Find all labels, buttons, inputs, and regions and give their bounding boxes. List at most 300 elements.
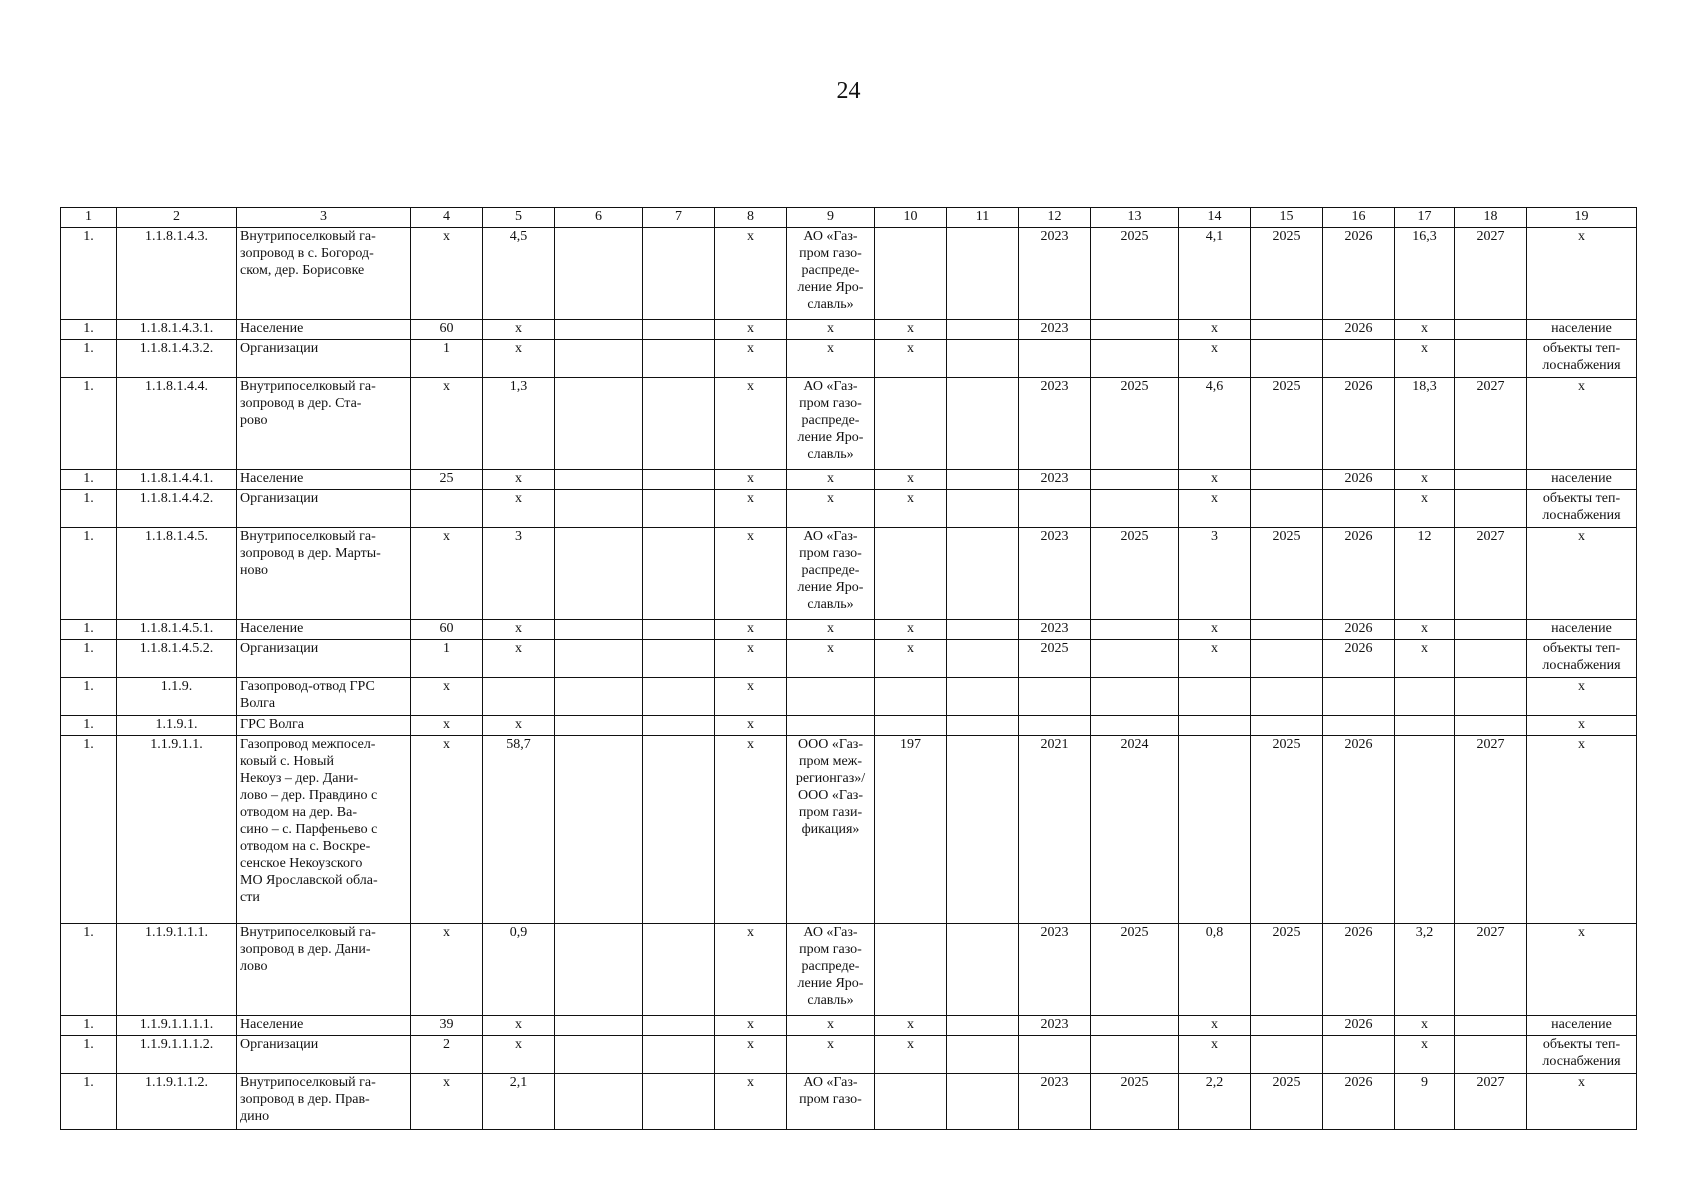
table-cell: х xyxy=(715,640,787,678)
table-row xyxy=(61,736,1637,924)
table-cell xyxy=(875,1074,947,1130)
table-cell: 2026 xyxy=(1323,640,1395,678)
table-cell xyxy=(947,228,1019,320)
table-cell: 1. xyxy=(61,528,117,620)
table-cell xyxy=(1251,320,1323,340)
table-cell: 2,1 xyxy=(483,1074,555,1130)
table-cell xyxy=(643,340,715,378)
cell-org: х xyxy=(787,1036,875,1074)
table-row xyxy=(61,1016,1637,1036)
table-cell: 2023 xyxy=(1019,620,1091,640)
table-cell: х xyxy=(483,620,555,640)
table-cell xyxy=(947,716,1019,736)
table-cell: 1.1.8.1.4.5. xyxy=(117,528,237,620)
table-cell xyxy=(947,1016,1019,1036)
table-cell: х xyxy=(1395,340,1455,378)
table-cell: х xyxy=(715,320,787,340)
table-cell xyxy=(555,320,643,340)
table-cell: 1.1.8.1.4.3. xyxy=(117,228,237,320)
table-cell: 2026 xyxy=(1323,228,1395,320)
table-cell xyxy=(643,528,715,620)
table-cell xyxy=(1019,490,1091,528)
table-cell xyxy=(1455,678,1527,716)
table-cell: 3 xyxy=(1179,528,1251,620)
table-cell: 2026 xyxy=(1323,620,1395,640)
table-cell: х xyxy=(1395,1036,1455,1074)
table-cell: население xyxy=(1527,620,1637,640)
cell-org: х xyxy=(787,490,875,528)
table-cell: х xyxy=(1527,378,1637,470)
table-cell: 39 xyxy=(411,1016,483,1036)
table-cell xyxy=(1019,340,1091,378)
table-cell: 1.1.8.1.4.3.1. xyxy=(117,320,237,340)
table-cell: х xyxy=(1179,470,1251,490)
table-cell: х xyxy=(875,1016,947,1036)
cell-org xyxy=(787,716,875,736)
table-cell: х xyxy=(715,678,787,716)
table-cell: 2025 xyxy=(1091,378,1179,470)
table-cell: 2025 xyxy=(1019,640,1091,678)
header-cell: 14 xyxy=(1179,208,1251,228)
table-cell: х xyxy=(715,924,787,1016)
table-cell: 1. xyxy=(61,1016,117,1036)
cell-name: Организации xyxy=(237,640,411,678)
table-cell xyxy=(1179,716,1251,736)
table-row xyxy=(61,620,1637,640)
table-cell xyxy=(483,678,555,716)
table-cell: х xyxy=(715,1016,787,1036)
table-cell xyxy=(1251,1036,1323,1074)
table-cell xyxy=(1091,470,1179,490)
header-cell: 3 xyxy=(237,208,411,228)
cell-org: АО «Газ- пром газо- распреде- ление Яро- славль» xyxy=(787,228,875,320)
cell-name: Население xyxy=(237,620,411,640)
table-cell xyxy=(643,320,715,340)
table-cell xyxy=(643,490,715,528)
data-table xyxy=(60,207,1637,1130)
cell-org: х xyxy=(787,470,875,490)
table-cell xyxy=(1091,1036,1179,1074)
table-cell xyxy=(1251,490,1323,528)
table-cell: 60 xyxy=(411,320,483,340)
cell-org: АО «Газ- пром газо- распреде- ление Яро- славль» xyxy=(787,378,875,470)
table-cell xyxy=(875,924,947,1016)
table-cell: х xyxy=(1179,490,1251,528)
table-cell: 2026 xyxy=(1323,470,1395,490)
table-cell: 1. xyxy=(61,378,117,470)
table-cell: 2025 xyxy=(1251,1074,1323,1130)
table-cell: 2027 xyxy=(1455,736,1527,924)
table-cell: х xyxy=(1179,340,1251,378)
table-cell xyxy=(1323,678,1395,716)
table-cell: 2023 xyxy=(1019,470,1091,490)
table-cell: 1. xyxy=(61,736,117,924)
table-cell: 2027 xyxy=(1455,228,1527,320)
table-cell: объекты теп- лоснабжения xyxy=(1527,490,1637,528)
table-cell xyxy=(1455,470,1527,490)
table-cell: 2023 xyxy=(1019,924,1091,1016)
header-cell: 13 xyxy=(1091,208,1179,228)
table-cell: объекты теп- лоснабжения xyxy=(1527,1036,1637,1074)
cell-org: ООО «Газ- пром меж- регионгаз»/ ООО «Газ- пром гази- фикация» xyxy=(787,736,875,924)
header-cell: 17 xyxy=(1395,208,1455,228)
table-cell: х xyxy=(411,1074,483,1130)
table-cell: 2023 xyxy=(1019,528,1091,620)
table-cell: 3,2 xyxy=(1395,924,1455,1016)
table-cell: х xyxy=(1395,320,1455,340)
table-cell xyxy=(555,924,643,1016)
table-cell: 2026 xyxy=(1323,378,1395,470)
table-cell xyxy=(947,620,1019,640)
header-cell: 19 xyxy=(1527,208,1637,228)
table-cell: х xyxy=(715,490,787,528)
cell-name: Внутрипоселковый га- зопровод в дер. Ста- рово xyxy=(237,378,411,470)
table-cell xyxy=(1019,1036,1091,1074)
table-cell: 12 xyxy=(1395,528,1455,620)
table-cell: х xyxy=(1179,640,1251,678)
table-cell xyxy=(1395,678,1455,716)
header-cell: 8 xyxy=(715,208,787,228)
table-cell: х xyxy=(411,736,483,924)
header-cell: 16 xyxy=(1323,208,1395,228)
table-row xyxy=(61,340,1637,378)
table-cell xyxy=(643,924,715,1016)
table-cell xyxy=(643,1016,715,1036)
table-row xyxy=(61,228,1637,320)
table-cell: 4,5 xyxy=(483,228,555,320)
table-cell xyxy=(643,378,715,470)
table-cell: х xyxy=(483,1016,555,1036)
table-cell: х xyxy=(875,340,947,378)
header-cell: 5 xyxy=(483,208,555,228)
table-cell: население xyxy=(1527,1016,1637,1036)
table-cell: х xyxy=(1395,470,1455,490)
table-cell xyxy=(1455,340,1527,378)
header-cell: 6 xyxy=(555,208,643,228)
cell-name: Организации xyxy=(237,490,411,528)
table-cell xyxy=(643,678,715,716)
table-cell xyxy=(555,470,643,490)
table-cell: 2026 xyxy=(1323,320,1395,340)
table-cell xyxy=(947,678,1019,716)
table-cell xyxy=(1323,490,1395,528)
table-row xyxy=(61,320,1637,340)
table-cell xyxy=(1251,640,1323,678)
table-cell: х xyxy=(875,490,947,528)
cell-org: х xyxy=(787,1016,875,1036)
cell-org: АО «Газ- пром газо- распреде- ление Яро- славль» xyxy=(787,528,875,620)
table-cell xyxy=(643,1036,715,1074)
table-cell: х xyxy=(483,716,555,736)
table-cell xyxy=(1323,340,1395,378)
cell-name: Газопровод межпосел- ковый с. Новый Некоуз – дер. Дани- лово – дер. Правдино с отводом на дер. Ва- сино – с. Парфеньево с отводом на с. Воскре- сенское Некоузского МО Ярославской обла- сти xyxy=(237,736,411,924)
table-cell: 1.1.8.1.4.4.1. xyxy=(117,470,237,490)
table-cell: 4,1 xyxy=(1179,228,1251,320)
table-cell: 1.1.9.1. xyxy=(117,716,237,736)
table-cell xyxy=(947,1074,1019,1130)
cell-name: Газопровод-отвод ГРС Волга xyxy=(237,678,411,716)
table-cell: х xyxy=(1395,640,1455,678)
table-cell xyxy=(1455,1036,1527,1074)
table-cell: 18,3 xyxy=(1395,378,1455,470)
table-cell: 2025 xyxy=(1091,228,1179,320)
table-cell: 2,2 xyxy=(1179,1074,1251,1130)
table-cell xyxy=(1455,716,1527,736)
cell-name: Внутрипоселковый га- зопровод в дер. Дани- лово xyxy=(237,924,411,1016)
table-cell: 2023 xyxy=(1019,1016,1091,1036)
cell-name: Население xyxy=(237,470,411,490)
table-cell: х xyxy=(411,716,483,736)
table-cell: х xyxy=(715,470,787,490)
table-cell xyxy=(1251,470,1323,490)
table-cell xyxy=(947,378,1019,470)
cell-org: х xyxy=(787,620,875,640)
table-cell: 2027 xyxy=(1455,924,1527,1016)
table-cell xyxy=(555,528,643,620)
table-cell: х xyxy=(411,924,483,1016)
table-cell xyxy=(1395,716,1455,736)
table-cell: 1 xyxy=(411,340,483,378)
table-cell: х xyxy=(1395,620,1455,640)
table-cell xyxy=(947,340,1019,378)
table-cell: 1.1.8.1.4.4.2. xyxy=(117,490,237,528)
cell-org: х xyxy=(787,320,875,340)
table-cell: х xyxy=(1527,528,1637,620)
table-cell: 1.1.9.1.1.2. xyxy=(117,1074,237,1130)
cell-name: Внутрипоселковый га- зопровод в с. Богород- ском, дер. Борисовке xyxy=(237,228,411,320)
table-cell xyxy=(1091,678,1179,716)
table-cell: 1. xyxy=(61,640,117,678)
table-cell: 2025 xyxy=(1091,1074,1179,1130)
table-cell: х xyxy=(1395,1016,1455,1036)
table-cell: 1.1.9.1.1.1.2. xyxy=(117,1036,237,1074)
header-cell: 12 xyxy=(1019,208,1091,228)
table-cell xyxy=(947,1036,1019,1074)
table-cell xyxy=(643,228,715,320)
table-cell: 2026 xyxy=(1323,528,1395,620)
table-cell: 1. xyxy=(61,340,117,378)
table-row xyxy=(61,678,1637,716)
table-cell: х xyxy=(411,378,483,470)
table-cell xyxy=(875,528,947,620)
table-row xyxy=(61,470,1637,490)
cell-org xyxy=(787,678,875,716)
header-cell: 1 xyxy=(61,208,117,228)
table-cell: х xyxy=(715,1074,787,1130)
table-cell: х xyxy=(483,490,555,528)
header-cell: 18 xyxy=(1455,208,1527,228)
table-cell: 1.1.9. xyxy=(117,678,237,716)
table-cell xyxy=(1091,490,1179,528)
table-cell: 1. xyxy=(61,1074,117,1130)
header-cell: 15 xyxy=(1251,208,1323,228)
table-cell xyxy=(1251,716,1323,736)
table-cell: 2025 xyxy=(1251,228,1323,320)
table-cell: х xyxy=(483,1036,555,1074)
table-cell: х xyxy=(875,640,947,678)
table-cell: 2025 xyxy=(1251,528,1323,620)
table-cell xyxy=(1323,716,1395,736)
table-cell: 2025 xyxy=(1251,378,1323,470)
table-cell: х xyxy=(1527,924,1637,1016)
header-cell: 2 xyxy=(117,208,237,228)
table-cell: х xyxy=(1527,716,1637,736)
table-cell xyxy=(643,470,715,490)
table-cell xyxy=(875,678,947,716)
table-cell xyxy=(555,620,643,640)
table-cell: 1. xyxy=(61,490,117,528)
table-cell: население xyxy=(1527,320,1637,340)
table-cell: х xyxy=(1527,678,1637,716)
table-cell xyxy=(875,716,947,736)
table-cell xyxy=(947,320,1019,340)
table-cell: х xyxy=(715,378,787,470)
table-cell: население xyxy=(1527,470,1637,490)
table-cell xyxy=(643,620,715,640)
header-cell: 11 xyxy=(947,208,1019,228)
table-cell xyxy=(555,340,643,378)
table-cell xyxy=(1455,490,1527,528)
table-cell: х xyxy=(715,736,787,924)
header-cell: 9 xyxy=(787,208,875,228)
table-cell: х xyxy=(411,528,483,620)
table-cell xyxy=(1455,620,1527,640)
table-cell xyxy=(1019,716,1091,736)
table-cell xyxy=(947,640,1019,678)
table-cell: 60 xyxy=(411,620,483,640)
table-cell: х xyxy=(1179,620,1251,640)
table-cell: 1. xyxy=(61,678,117,716)
table-cell xyxy=(1455,320,1527,340)
table-cell xyxy=(643,716,715,736)
table-cell: 3 xyxy=(483,528,555,620)
table-cell: х xyxy=(715,1036,787,1074)
table-cell: объекты теп- лоснабжения xyxy=(1527,340,1637,378)
table-cell: х xyxy=(1527,1074,1637,1130)
table-cell xyxy=(1251,620,1323,640)
table-cell xyxy=(555,378,643,470)
table-cell: 4,6 xyxy=(1179,378,1251,470)
cell-name: Население xyxy=(237,1016,411,1036)
header-cell: 4 xyxy=(411,208,483,228)
header-row xyxy=(61,208,1637,228)
table-cell: х xyxy=(715,228,787,320)
cell-name: Внутрипоселковый га- зопровод в дер. Марты- ново xyxy=(237,528,411,620)
table-cell: 2026 xyxy=(1323,924,1395,1016)
table-cell: 2027 xyxy=(1455,378,1527,470)
table-cell xyxy=(1395,736,1455,924)
table-cell: х xyxy=(1527,736,1637,924)
table-cell xyxy=(643,640,715,678)
table-cell: 1.1.8.1.4.4. xyxy=(117,378,237,470)
table-cell xyxy=(643,1074,715,1130)
table-cell: х xyxy=(1395,490,1455,528)
cell-name: Организации xyxy=(237,1036,411,1074)
table-cell: 9 xyxy=(1395,1074,1455,1130)
table-row xyxy=(61,1074,1637,1130)
table-cell: 1. xyxy=(61,470,117,490)
table-cell: 1.1.8.1.4.5.1. xyxy=(117,620,237,640)
table-cell: 1. xyxy=(61,620,117,640)
cell-org: х xyxy=(787,640,875,678)
table-cell xyxy=(947,736,1019,924)
table-cell xyxy=(555,716,643,736)
table-cell xyxy=(1019,678,1091,716)
table-row xyxy=(61,378,1637,470)
table-cell xyxy=(1091,1016,1179,1036)
table-cell xyxy=(1251,678,1323,716)
table-cell xyxy=(947,490,1019,528)
cell-org: АО «Газ- пром газо- распреде- ление Яро- славль» xyxy=(787,924,875,1016)
table-cell: 2023 xyxy=(1019,228,1091,320)
table-cell xyxy=(875,228,947,320)
cell-org: АО «Газ- пром газо- xyxy=(787,1074,875,1130)
table-cell: х xyxy=(875,620,947,640)
table-cell: 2025 xyxy=(1091,528,1179,620)
table-row xyxy=(61,640,1637,678)
table-cell: 0,8 xyxy=(1179,924,1251,1016)
table-cell xyxy=(1091,620,1179,640)
table-cell xyxy=(555,228,643,320)
table-cell: х xyxy=(715,340,787,378)
table-cell: 197 xyxy=(875,736,947,924)
table-cell: 1.1.8.1.4.5.2. xyxy=(117,640,237,678)
table-cell xyxy=(1455,640,1527,678)
table-cell: х xyxy=(483,320,555,340)
table-cell xyxy=(555,1036,643,1074)
table-cell: 1. xyxy=(61,320,117,340)
table-cell xyxy=(1323,1036,1395,1074)
table-cell: 2025 xyxy=(1091,924,1179,1016)
table-cell: 1. xyxy=(61,228,117,320)
table-cell: 2025 xyxy=(1251,736,1323,924)
table-cell: х xyxy=(875,320,947,340)
table-cell: х xyxy=(483,470,555,490)
table-cell: х xyxy=(483,340,555,378)
table-cell xyxy=(1251,1016,1323,1036)
table-cell: х xyxy=(715,528,787,620)
table-cell: 2026 xyxy=(1323,736,1395,924)
table-cell xyxy=(555,736,643,924)
cell-org: х xyxy=(787,340,875,378)
table-cell xyxy=(555,640,643,678)
table-cell: х xyxy=(1179,320,1251,340)
table-cell: 1.1.9.1.1.1.1. xyxy=(117,1016,237,1036)
table-cell: х xyxy=(875,470,947,490)
table-cell: х xyxy=(1527,228,1637,320)
table-cell xyxy=(555,490,643,528)
table-row xyxy=(61,716,1637,736)
table-row xyxy=(61,528,1637,620)
cell-name: Внутрипоселковый га- зопровод в дер. Прав- дино xyxy=(237,1074,411,1130)
table-cell xyxy=(555,1074,643,1130)
table-cell: х xyxy=(483,640,555,678)
table-cell xyxy=(947,924,1019,1016)
table-cell: 2023 xyxy=(1019,320,1091,340)
table-cell: 2 xyxy=(411,1036,483,1074)
table-cell xyxy=(555,678,643,716)
table-row xyxy=(61,1036,1637,1074)
table-cell: 1. xyxy=(61,716,117,736)
table-cell: 2025 xyxy=(1251,924,1323,1016)
table-cell: 2026 xyxy=(1323,1074,1395,1130)
table-cell: 1.1.8.1.4.3.2. xyxy=(117,340,237,378)
table-cell: х xyxy=(875,1036,947,1074)
table-cell xyxy=(1091,716,1179,736)
table-cell xyxy=(947,470,1019,490)
table-row xyxy=(61,924,1637,1016)
table-cell: 2027 xyxy=(1455,528,1527,620)
